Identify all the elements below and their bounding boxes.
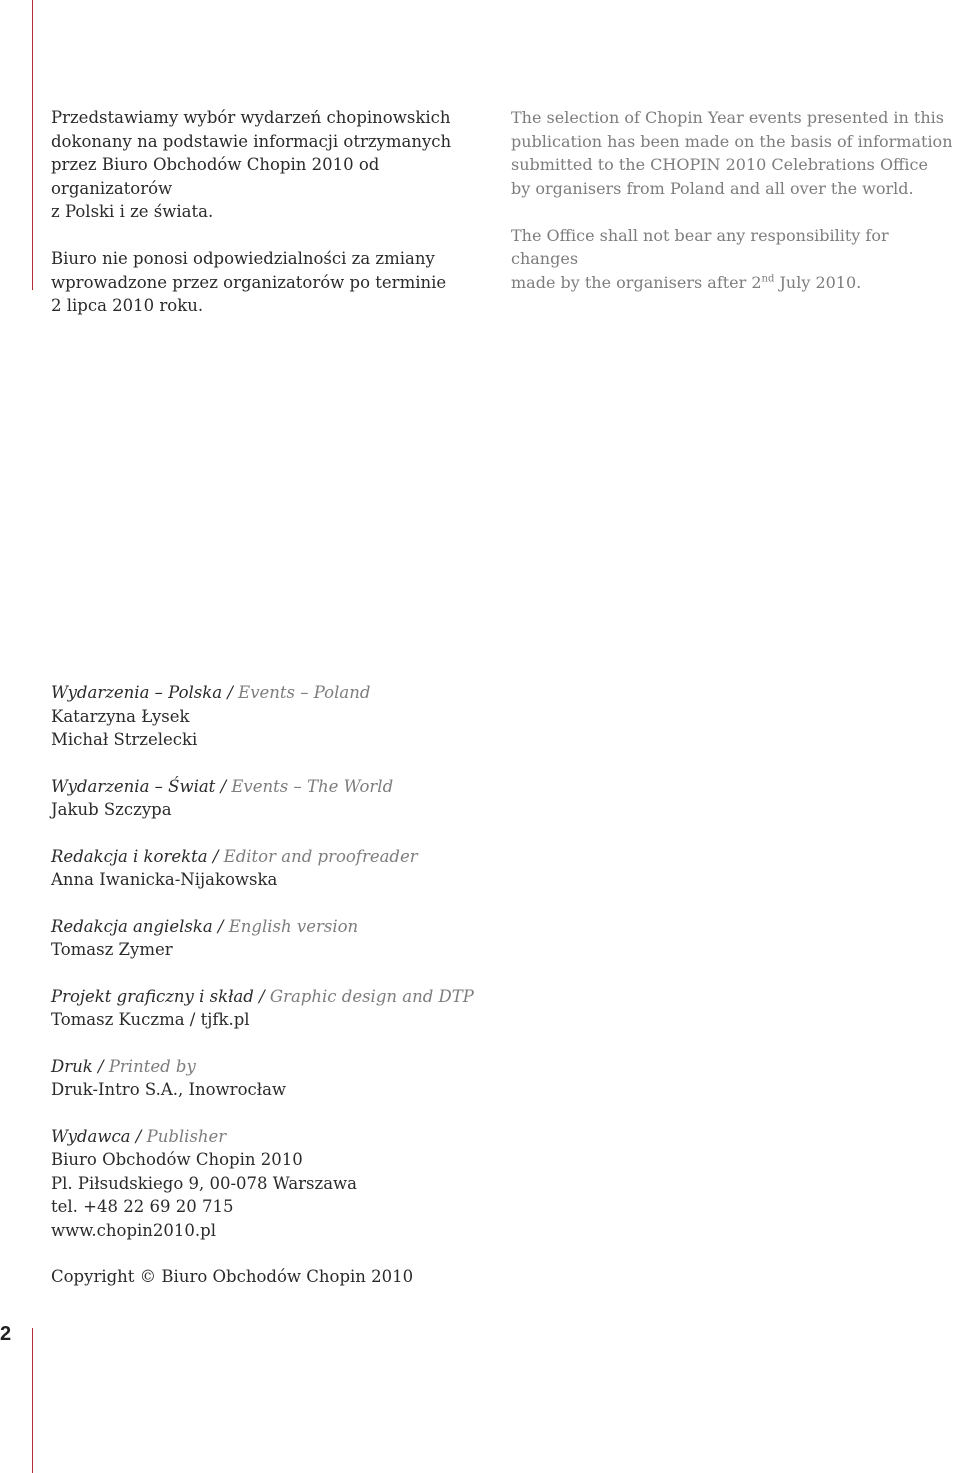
text-line: The selection of Chopin Year events presented in this — [511, 108, 944, 127]
credit-role-en: Graphic design and DTP — [269, 986, 474, 1006]
copyright-notice — [51, 1265, 571, 1289]
credit-events-poland — [51, 681, 571, 752]
credit-events-world — [51, 775, 571, 822]
text-line: dokonany na podstawie informacji otrzymanych — [51, 131, 452, 151]
credit-role-en: Publisher — [146, 1126, 227, 1146]
intro-english — [511, 106, 960, 318]
text-line: The Office shall not bear any responsibility for changes — [511, 225, 889, 268]
credit-heading: Projekt graficzny i skład / Graphic design and DTP — [51, 986, 474, 1006]
intro-english-paragraph-1 — [511, 106, 960, 200]
credit-heading: Wydarzenia – Polska / Events – Poland — [51, 683, 371, 702]
credit-graphic-design — [51, 985, 571, 1032]
credit-role-en: English version — [228, 916, 359, 936]
credit-name: Tomasz Zymer — [51, 940, 173, 959]
credit-name: Jakub Szczypa — [51, 800, 172, 819]
text-line: 2 lipca 2010 roku. — [51, 296, 204, 315]
text-fragment: July 2010. — [774, 272, 862, 292]
credit-role-pl: Projekt graficzny i skład — [51, 986, 254, 1006]
credit-heading: Druk / Printed by — [51, 1056, 196, 1076]
credit-heading: Wydarzenia – Świat / Events – The World — [51, 776, 394, 796]
credit-role-pl: Wydarzenia – Polska — [51, 683, 223, 702]
credits — [51, 681, 571, 1312]
publisher-address: Pl. Piłsudskiego 9, 00-078 Warszawa — [51, 1173, 358, 1193]
publisher-website: www.chopin2010.pl — [51, 1220, 216, 1240]
text-line: Przedstawiamy wybór wydarzeń chopinowskich — [51, 108, 451, 127]
publisher-name: Biuro Obchodów Chopin 2010 — [51, 1150, 303, 1169]
text-line: z Polski i ze świata. — [51, 202, 214, 221]
text-line: przez Biuro Obchodów Chopin 2010 od organizatorów — [51, 155, 380, 198]
text-line: publication has been made on the basis of information — [511, 131, 953, 151]
intro-polish-paragraph-1 — [51, 106, 491, 224]
credit-heading: Redakcja i korekta / Editor and proofreader — [51, 846, 418, 866]
margin-rule-top — [32, 0, 33, 290]
credit-role-en: Editor and proofreader — [223, 846, 418, 866]
credit-heading: Wydawca / Publisher — [51, 1126, 227, 1146]
copyright-text: Copyright © Biuro Obchodów Chopin 2010 — [51, 1267, 414, 1286]
intro-english-paragraph-2 — [511, 224, 960, 295]
credit-printed-by — [51, 1055, 571, 1102]
text-fragment: made by the organisers after 2 — [511, 272, 762, 292]
text-line: Biuro nie ponosi odpowiedzialności za zmiany — [51, 249, 435, 268]
credit-role-pl: Wydarzenia – Świat — [51, 776, 216, 796]
credit-role-pl: Wydawca — [51, 1126, 131, 1146]
credit-english-version — [51, 915, 571, 962]
text-line — [511, 271, 960, 295]
text-line: submitted to the CHOPIN 2010 Celebrations Office — [511, 155, 928, 174]
credit-name: Katarzyna Łysek — [51, 706, 190, 726]
text-line: wprowadzone przez organizatorów po terminie — [51, 272, 447, 292]
intro-polish-paragraph-2 — [51, 247, 491, 318]
credit-role-en: Printed by — [108, 1056, 196, 1076]
credit-role-pl: Druk — [51, 1056, 93, 1076]
publisher-phone: tel. +48 22 69 20 715 — [51, 1197, 234, 1216]
credit-name: Anna Iwanicka-Nijakowska — [51, 870, 278, 889]
credit-role-en: Events – The World — [231, 776, 394, 796]
intro-polish — [51, 106, 491, 341]
text-line: by organisers from Poland and all over the world. — [511, 178, 914, 198]
credit-role-pl: Redakcja angielska — [51, 916, 213, 936]
credit-publisher — [51, 1125, 571, 1243]
credit-name: Druk-Intro S.A., Inowrocław — [51, 1080, 287, 1099]
credit-role-en: Events – Poland — [238, 683, 371, 702]
credit-name: Tomasz Kuczma / tjfk.pl — [51, 1010, 250, 1029]
superscript: nd — [761, 273, 775, 285]
credit-role-pl: Redakcja i korekta — [51, 846, 208, 866]
credit-heading: Redakcja angielska / English version — [51, 916, 359, 936]
credit-editor — [51, 845, 571, 892]
page-number: 2 — [0, 1323, 12, 1345]
margin-rule-bottom — [32, 1328, 33, 1473]
credit-name: Michał Strzelecki — [51, 730, 198, 749]
